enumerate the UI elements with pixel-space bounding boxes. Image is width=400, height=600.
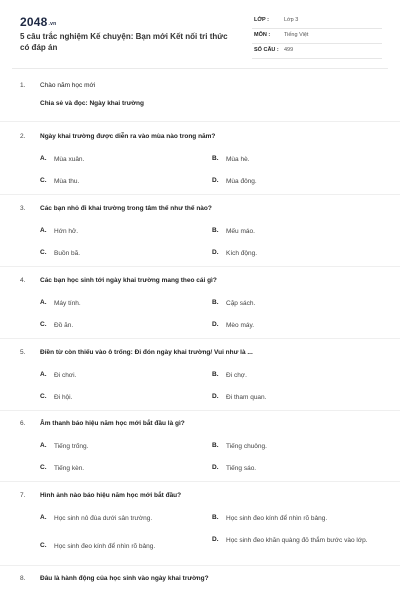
question-number: 4.	[20, 277, 26, 284]
option-text: Kích động.	[226, 250, 258, 257]
question-separator	[0, 266, 400, 267]
option-letter: B.	[212, 371, 219, 378]
option-text: Tiếng chuông.	[226, 443, 267, 450]
question-separator	[0, 121, 400, 122]
question-number: 8.	[20, 575, 26, 582]
option-text: Mèo máy.	[226, 322, 255, 329]
question-text: Hình ảnh nào báo hiệu năm học mới bắt đầu?	[40, 492, 182, 499]
meta-grade-value: Lớp 3	[284, 17, 299, 23]
question-text: Âm thanh báo hiệu năm học mới bắt đầu là gì?	[40, 420, 185, 427]
option-text: Mùa xuân.	[54, 156, 85, 163]
option-text: Tiếng trống.	[54, 443, 89, 450]
option-letter: C.	[40, 464, 47, 471]
document-title: 5 câu trắc nghiệm Kế chuyện: Bạn mới Kết nối tri thức có đáp án	[20, 32, 228, 52]
option-letter: B.	[212, 227, 219, 234]
question-text: Đâu là hành động của học sinh vào ngày khai trường?	[40, 575, 209, 582]
site-logo[interactable]	[20, 15, 56, 29]
option-letter: B.	[212, 442, 219, 449]
question-number: 2.	[20, 133, 26, 140]
option-text: Mếu máo.	[226, 228, 255, 235]
question-text: Điền từ còn thiếu vào ô trống: Đi đón ngày khai trường/ Vui như là ...	[40, 349, 253, 356]
option-text: Máy tính.	[54, 300, 81, 307]
question-separator	[0, 481, 400, 482]
option-letter: A.	[40, 155, 47, 162]
meta-subject-value: Tiếng Việt	[284, 32, 309, 38]
header	[0, 0, 400, 70]
option-letter: D.	[212, 393, 219, 400]
question-separator	[0, 410, 400, 411]
option-text: Đi chơi.	[54, 372, 77, 379]
option-letter: A.	[40, 299, 47, 306]
question-text: Các bạn nhỏ đi khai trường trong tâm thế như thế nào?	[40, 205, 212, 212]
option-letter: C.	[40, 321, 47, 328]
option-text: Đi tham quan.	[226, 394, 267, 401]
option-letter: B.	[212, 155, 219, 162]
option-letter: A.	[40, 227, 47, 234]
option-text: Đi hội.	[54, 394, 73, 401]
question-subtitle: Chia sẻ và đọc: Ngày khai trường	[40, 100, 144, 107]
question-text: Ngày khai trường được diễn ra vào mùa nào trong năm?	[40, 133, 216, 140]
meta-subject-key: MÔN :	[254, 32, 271, 38]
option-letter: D.	[212, 249, 219, 256]
question-text: Các bạn học sinh tới ngày khai trường mang theo cái gì?	[40, 277, 217, 284]
meta-count-key: SỐ CÂU :	[254, 47, 279, 53]
question-number: 5.	[20, 349, 26, 356]
option-text: Buồn bã.	[54, 250, 81, 257]
option-letter: C.	[40, 542, 47, 549]
option-letter: D.	[212, 464, 219, 471]
question-separator	[0, 565, 400, 566]
option-text: Học sinh đeo khăn quàng đỏ thắm bước vào lớp.	[226, 537, 368, 544]
meta-grade	[252, 14, 382, 29]
question-number: 1.	[20, 82, 26, 89]
option-letter: C.	[40, 249, 47, 256]
option-text: Tiếng sáo.	[226, 465, 257, 472]
option-text: Mùa thu.	[54, 178, 80, 185]
option-letter: D.	[212, 536, 219, 543]
option-text: Học sinh nô đùa dưới sân trường.	[54, 515, 153, 522]
meta-count-value: 499	[284, 47, 294, 53]
question-number: 7.	[20, 492, 26, 499]
question-number: 6.	[20, 420, 26, 427]
meta-grade-key: LỚP :	[254, 17, 269, 23]
option-text: Đồ ăn.	[54, 322, 74, 329]
meta-subject	[252, 29, 382, 44]
option-letter: C.	[40, 177, 47, 184]
option-text: Học sinh đeo kính để nhìn rõ bảng.	[54, 543, 156, 550]
option-text: Mùa hè.	[226, 156, 250, 163]
option-letter: D.	[212, 177, 219, 184]
meta-count	[252, 44, 382, 59]
option-text: Tiếng kèn.	[54, 465, 85, 472]
option-letter: B.	[212, 514, 219, 521]
option-text: Mùa đông.	[226, 178, 257, 185]
option-text: Học sinh đeo kính để nhìn rõ bảng.	[226, 515, 328, 522]
question-text: Chào năm học mới	[40, 82, 96, 89]
logo-main: 2048	[20, 15, 48, 29]
question-number: 3.	[20, 205, 26, 212]
option-letter: D.	[212, 321, 219, 328]
question-separator	[0, 338, 400, 339]
logo-suffix: .vn	[48, 21, 57, 27]
option-letter: A.	[40, 371, 47, 378]
option-letter: B.	[212, 299, 219, 306]
option-text: Hớn hở.	[54, 228, 79, 235]
option-letter: A.	[40, 514, 47, 521]
question-separator	[0, 194, 400, 195]
option-text: Đi chợ.	[226, 372, 247, 379]
option-letter: A.	[40, 442, 47, 449]
option-letter: C.	[40, 393, 47, 400]
header-divider	[12, 68, 388, 69]
option-text: Cặp sách.	[226, 300, 256, 307]
